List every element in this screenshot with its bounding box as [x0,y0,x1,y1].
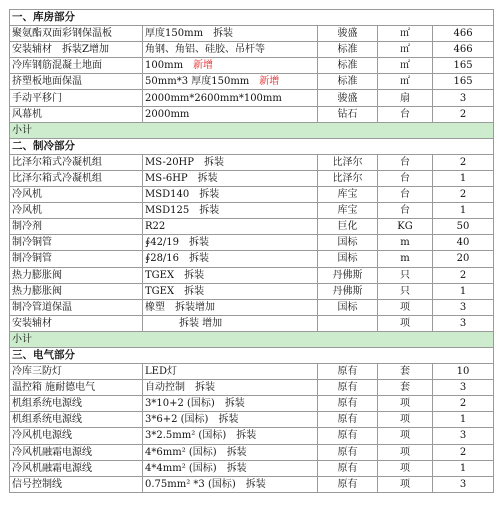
table-row [10,267,494,283]
table-row [10,170,494,186]
item-quantity[interactable]: 3 [433,476,494,492]
table-body [10,10,494,493]
item-name: 冷风机融霜电源线 [12,462,92,474]
table-row [10,235,494,251]
table-row [10,219,494,235]
item-spec-note: 拆装 [189,253,210,265]
table-row [10,58,494,74]
table-row [10,90,494,106]
item-spec: 4*6mm² (国标) [145,446,217,458]
section-title[interactable]: 一、库房部分 [10,10,494,26]
item-spec: TGEX [145,269,175,281]
item-name-cell[interactable] [10,154,143,170]
item-spec-cell[interactable] [143,460,318,476]
item-name-cell[interactable] [10,380,143,396]
item-name: 冷库钢筋混凝土地面 [12,60,102,72]
item-spec-note: 拆装 [213,28,234,40]
item-name: 冷风机 [12,189,42,201]
item-spec-cell[interactable] [143,396,318,412]
item-quantity[interactable]: 2 [433,154,494,170]
item-unit[interactable]: 只 [378,283,433,299]
item-brand[interactable]: 巨化 [318,219,378,235]
item-spec-cell[interactable] [143,219,318,235]
section-header [10,347,494,363]
item-spec-cell[interactable] [143,170,318,186]
item-brand[interactable]: 原有 [318,444,378,460]
item-spec: 3*10+2 (国标) [145,398,215,410]
item-brand[interactable]: 丹佛斯 [318,283,378,299]
item-name: 信号控制线 [12,478,62,490]
item-spec: 厚度150mm [145,28,204,40]
item-spec-note: 拆装 [224,398,245,410]
item-spec-cell[interactable] [143,154,318,170]
item-name-cell[interactable] [10,58,143,74]
item-unit[interactable]: 台 [378,154,433,170]
item-brand[interactable]: 原有 [318,460,378,476]
item-spec: 2000mm*2600mm*100mm [145,92,282,104]
table-row [10,412,494,428]
item-spec-note: 拆装 [226,446,247,458]
item-spec-note: 拆装 [184,285,205,297]
item-brand[interactable]: 比泽尔 [318,170,378,186]
item-brand[interactable]: 原有 [318,412,378,428]
item-spec-cell[interactable] [143,90,318,106]
item-brand[interactable]: 国标 [318,235,378,251]
item-name: 制冷管道保温 [12,301,72,313]
item-name: 比泽尔箱式冷凝机组 [12,156,102,168]
item-spec-note: 拆装 [245,478,266,490]
item-unit[interactable]: 项 [378,428,433,444]
item-brand[interactable]: 原有 [318,428,378,444]
item-brand[interactable]: 国标 [318,251,378,267]
item-unit[interactable]: 台 [378,170,433,186]
item-spec-note: 拆装增加 [175,301,215,313]
item-brand[interactable]: 丹佛斯 [318,267,378,283]
table-row [10,42,494,58]
subtotal-label[interactable]: 小计 [10,122,494,138]
item-name: 机组系统电源线 [12,414,82,426]
item-spec-cell[interactable] [143,235,318,251]
item-spec: MSD125 [145,205,190,217]
item-brand[interactable]: 骏盛 [318,90,378,106]
item-name-cell[interactable] [10,315,143,331]
item-spec-cell[interactable] [143,26,318,42]
item-spec: 3*2.5mm² (国标) [145,430,227,442]
item-name-cell[interactable] [10,396,143,412]
table-row [10,364,494,380]
item-name: 安装辅材 [12,317,52,329]
table-row [10,283,494,299]
item-spec-note: 新增 [193,60,214,72]
item-spec-note: 拆装 [197,172,218,184]
item-spec-cell[interactable] [143,283,318,299]
item-spec-note: 拆装 [204,156,225,168]
item-spec-cell[interactable] [143,203,318,219]
item-quantity[interactable]: 2 [433,267,494,283]
item-spec: 4*4mm² (国标) [145,462,217,474]
item-quantity[interactable]: 3 [433,90,494,106]
table-row [10,476,494,492]
item-quantity[interactable]: 466 [433,26,494,42]
item-unit[interactable]: m [378,251,433,267]
item-brand[interactable]: 标准 [318,42,378,58]
item-name-cell[interactable] [10,251,143,267]
item-quantity[interactable]: 1 [433,460,494,476]
table-row [10,251,494,267]
subtotal-row [10,122,494,138]
item-spec-cell[interactable] [143,412,318,428]
item-unit[interactable]: 项 [378,299,433,315]
item-name: 冷风机融霜电源线 [12,446,92,458]
table-row [10,187,494,203]
item-spec-note: 拆装 增加 [179,317,223,329]
item-brand[interactable]: 原有 [318,396,378,412]
item-spec-note: 拆装 [184,269,205,281]
table-row [10,460,494,476]
item-spec: LED灯 [145,366,177,378]
item-name-cell[interactable] [10,267,143,283]
section-header [10,10,494,26]
item-spec-cell[interactable] [143,444,318,460]
item-name-cell[interactable] [10,106,143,122]
item-spec: 2000mm [145,108,190,120]
item-brand[interactable] [318,315,378,331]
subtotal-row [10,331,494,347]
item-quantity[interactable]: 50 [433,219,494,235]
table-row [10,315,494,331]
item-name-cell[interactable] [10,42,143,58]
item-name: 比泽尔箱式冷凝机组 [12,172,102,184]
item-spec-cell[interactable] [143,58,318,74]
item-name: 制冷铜管 [12,253,52,265]
item-unit[interactable]: 套 [378,364,433,380]
item-spec-note: 拆装 [195,382,215,394]
item-name: 冷风机电源线 [12,430,72,442]
item-name-cell[interactable] [10,90,143,106]
item-spec-note: 拆装 [226,462,247,474]
item-spec: R22 [145,221,166,233]
item-name-cell[interactable] [10,299,143,315]
item-spec: 100mm [145,60,184,72]
table-row [10,380,494,396]
item-spec: ∮28/16 [145,253,180,265]
item-unit[interactable]: 套 [378,380,433,396]
item-name-cell[interactable] [10,219,143,235]
item-spec-cell[interactable] [143,428,318,444]
item-unit[interactable]: KG [378,219,433,235]
item-quantity[interactable]: 40 [433,235,494,251]
item-quantity[interactable]: 3 [433,380,494,396]
item-quantity[interactable]: 10 [433,364,494,380]
item-brand[interactable]: 标准 [318,74,378,90]
item-unit[interactable]: 项 [378,396,433,412]
item-quantity[interactable]: 1 [433,283,494,299]
item-spec: MS-6HP [145,172,188,184]
item-spec: 角钢、角铝、硅胶、吊杆等 [145,44,265,56]
item-spec: 橡塑 [145,301,165,313]
item-unit[interactable]: 台 [378,187,433,203]
table-row [10,74,494,90]
quotation-table [9,9,494,493]
item-name-cell[interactable] [10,412,143,428]
item-spec-note: 拆装 [189,237,210,249]
item-unit[interactable]: 只 [378,267,433,283]
item-spec-cell[interactable] [143,315,318,331]
item-name-cell[interactable] [10,235,143,251]
table-row [10,299,494,315]
item-name: 安装辅材 [12,44,52,56]
table-row [10,203,494,219]
item-name-cell[interactable] [10,170,143,186]
item-spec-cell[interactable] [143,42,318,58]
item-quantity[interactable]: 466 [433,42,494,58]
item-quantity[interactable]: 3 [433,315,494,331]
item-spec-cell[interactable] [143,299,318,315]
item-quantity[interactable]: 3 [433,428,494,444]
item-quantity[interactable]: 2 [433,187,494,203]
section-title[interactable]: 三、电气部分 [10,347,494,363]
table-row [10,106,494,122]
item-spec-cell[interactable] [143,74,318,90]
item-name-cell[interactable] [10,364,143,380]
item-spec-cell[interactable] [143,267,318,283]
item-spec-cell[interactable] [143,380,318,396]
item-unit[interactable]: 项 [378,315,433,331]
item-name-note: 拆装Z增加 [62,44,109,56]
item-unit[interactable]: 项 [378,412,433,428]
item-name: 制冷剂 [12,221,42,233]
item-spec: 3*6+2 (国标) [145,414,209,426]
item-spec: MS-20HP [145,156,195,168]
item-spec-note: 拆装 [199,189,220,201]
item-brand[interactable]: 比泽尔 [318,154,378,170]
item-spec-note: 拆装 [199,205,220,217]
item-spec-cell[interactable] [143,187,318,203]
item-name-cell[interactable] [10,460,143,476]
item-quantity[interactable]: 165 [433,58,494,74]
item-spec: 0.75mm² *3 (国标) [145,478,236,490]
item-spec-cell[interactable] [143,476,318,492]
item-name: 热力膨胀阀 [12,285,62,297]
subtotal-label[interactable]: 小计 [10,331,494,347]
item-brand[interactable]: 原有 [318,364,378,380]
item-unit[interactable]: 扇 [378,90,433,106]
item-brand[interactable]: 库宝 [318,187,378,203]
item-quantity[interactable]: 2 [433,106,494,122]
item-unit[interactable]: ㎡ [378,58,433,74]
item-unit[interactable]: 项 [378,444,433,460]
item-spec: MSD140 [145,189,190,201]
item-brand[interactable]: 骏盛 [318,26,378,42]
item-name-cell[interactable] [10,74,143,90]
item-name: 冷风机 [12,205,42,217]
table-row [10,428,494,444]
item-spec: TGEX [145,285,175,297]
item-unit[interactable]: ㎡ [378,26,433,42]
item-spec-note: 新增 [259,76,280,88]
table-row [10,154,494,170]
item-spec-cell[interactable] [143,106,318,122]
item-quantity[interactable]: 2 [433,444,494,460]
item-quantity[interactable]: 1 [433,170,494,186]
item-brand[interactable]: 库宝 [318,203,378,219]
item-name-cell[interactable] [10,187,143,203]
item-name: 机组系统电源线 [12,398,82,410]
item-brand[interactable]: 原有 [318,380,378,396]
item-name: 冷库三防灯 [12,366,62,378]
item-unit[interactable]: 台 [378,106,433,122]
item-name-cell[interactable] [10,283,143,299]
item-spec: 50mm*3 厚度150mm [145,76,250,88]
item-name-cell[interactable] [10,203,143,219]
table-row [10,444,494,460]
section-header [10,138,494,154]
item-spec: 自动控制 [145,382,185,394]
item-brand[interactable]: 标准 [318,58,378,74]
item-brand[interactable]: 钻石 [318,106,378,122]
item-quantity[interactable]: 1 [433,412,494,428]
item-spec-cell[interactable] [143,364,318,380]
item-quantity[interactable]: 165 [433,74,494,90]
item-spec-note: 拆装 [236,430,257,442]
table-row [10,396,494,412]
item-name-cell[interactable] [10,428,143,444]
item-name-cell[interactable] [10,444,143,460]
item-name: 手动平移门 [12,92,62,104]
item-unit[interactable]: 项 [378,460,433,476]
table-row [10,26,494,42]
item-quantity[interactable]: 1 [433,203,494,219]
item-quantity[interactable]: 2 [433,396,494,412]
item-spec-note: 拆装 [218,414,239,426]
item-name: 温控箱 施耐德电气 [12,382,96,394]
item-name: 风幕机 [12,108,42,120]
item-name-cell[interactable] [10,476,143,492]
item-unit[interactable]: 项 [378,476,433,492]
item-unit[interactable]: 台 [378,203,433,219]
item-brand[interactable]: 原有 [318,476,378,492]
item-unit[interactable]: m [378,235,433,251]
item-name: 聚氨酯双面彩钢保温板 [12,28,112,40]
item-spec: ∮42/19 [145,237,180,249]
item-name: 制冷铜管 [12,237,52,249]
item-name: 热力膨胀阀 [12,269,62,281]
item-name-cell[interactable] [10,26,143,42]
item-brand[interactable]: 国标 [318,299,378,315]
item-unit[interactable]: ㎡ [378,42,433,58]
item-quantity[interactable]: 3 [433,299,494,315]
item-name: 挤塑板地面保温 [12,76,82,88]
item-spec-cell[interactable] [143,251,318,267]
section-title[interactable]: 二、制冷部分 [10,138,494,154]
item-quantity[interactable]: 20 [433,251,494,267]
item-unit[interactable]: ㎡ [378,74,433,90]
